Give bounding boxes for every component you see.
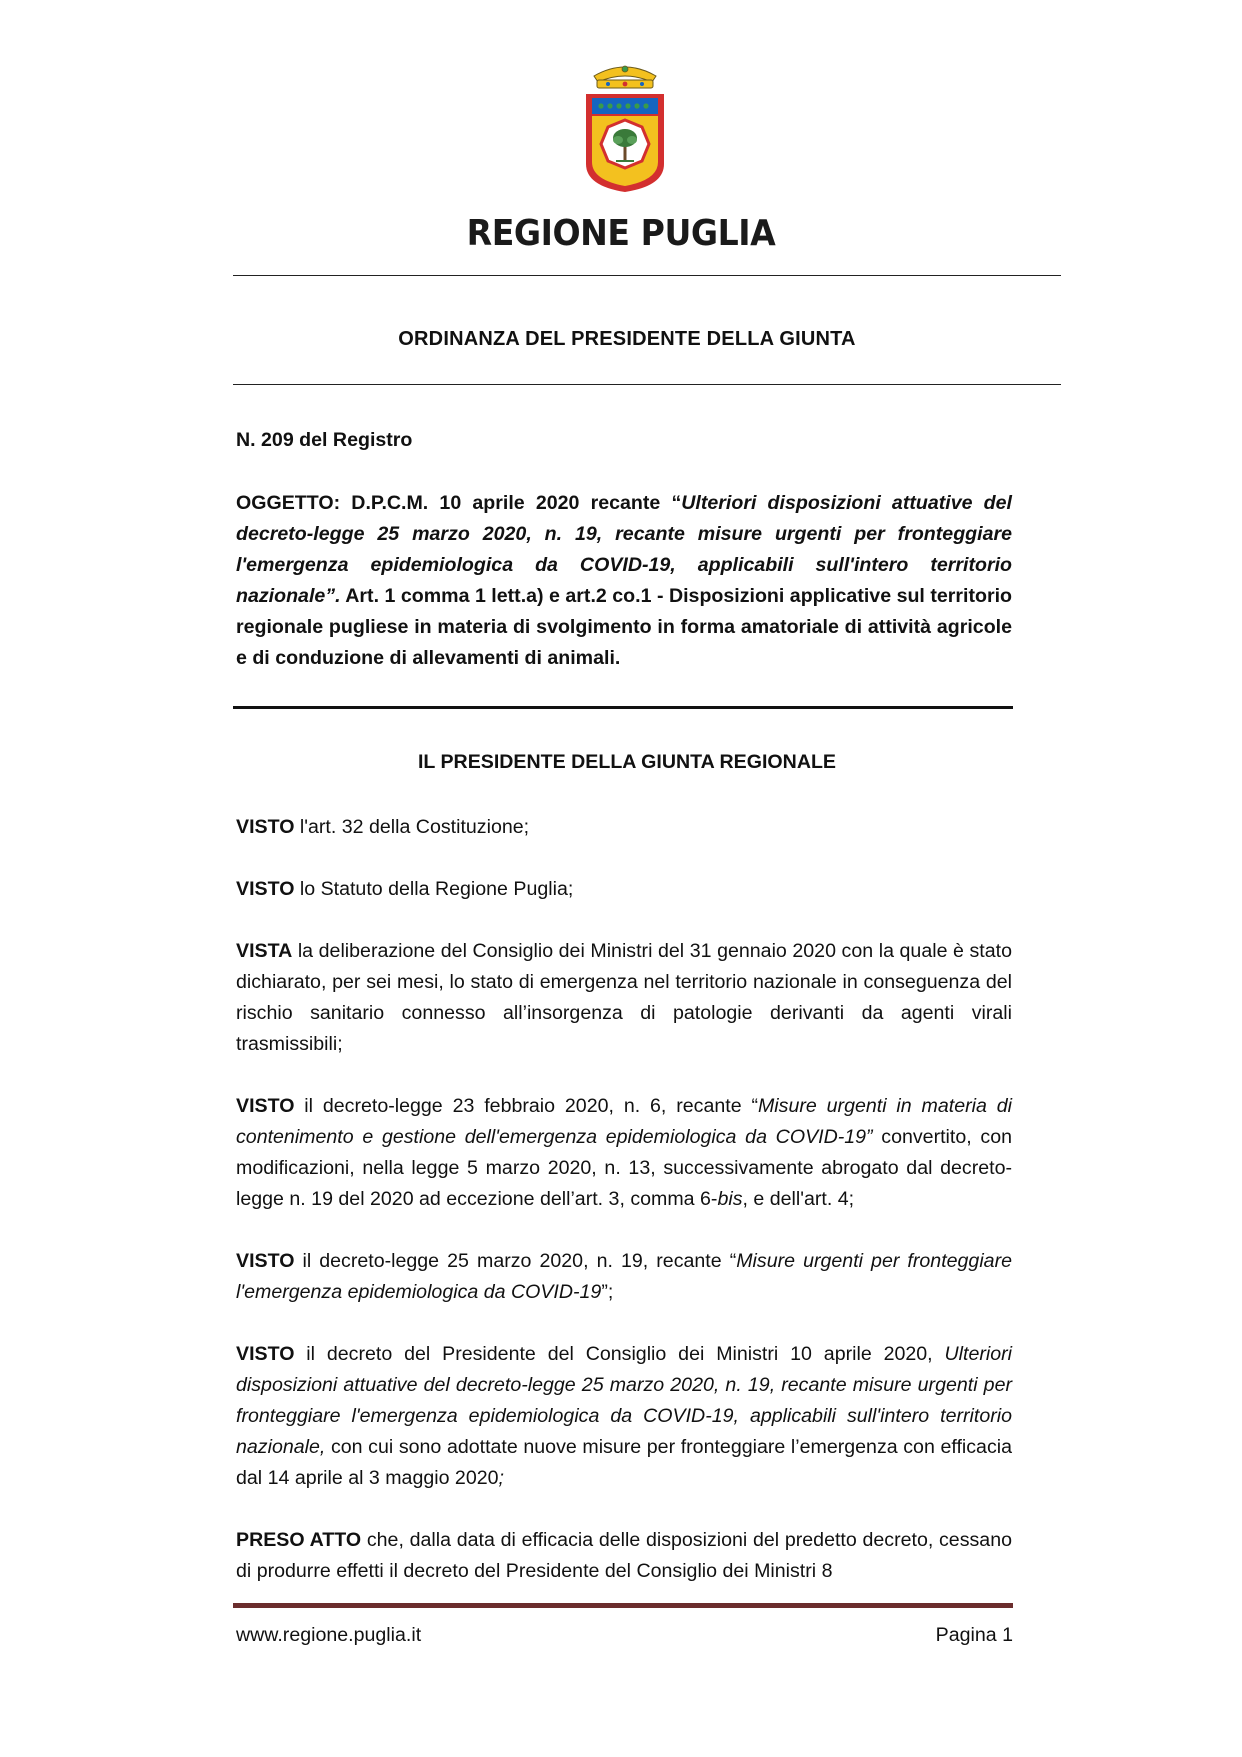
premise-italic-text: bis [717, 1188, 743, 1210]
header-rule-top [233, 275, 1061, 276]
premise-text: il decreto-legge 23 febbraio 2020, n. 6, recante “ [294, 1095, 758, 1117]
premise-lead: VISTO [236, 1250, 295, 1272]
premise-italic-text: ; [498, 1467, 504, 1489]
subject-rest: Art. 1 comma 1 lett.a) e art.2 co.1 - Disposizioni applicative sul territorio regionale pugliese in materia di svolgimento in forma amatoriale di attività agricole e di conduzione di allevamenti di animali. [236, 585, 1012, 669]
header-rule-bottom [233, 384, 1061, 385]
premise-lead: VISTO [236, 1343, 295, 1365]
premise-text: lo Statuto della Regione Puglia; [294, 878, 574, 900]
premises-list [236, 812, 1012, 1618]
premise-paragraph [236, 1339, 1012, 1494]
footer-page-number: Pagina 1 [935, 1624, 1013, 1646]
premise-text: , e dell'art. 4; [742, 1188, 855, 1210]
premise-text: il decreto del Presidente del Consiglio dei Ministri 10 aprile 2020, [294, 1343, 945, 1365]
premise-text: ”; [601, 1281, 614, 1303]
premise-paragraph [236, 1091, 1012, 1215]
region-name-heading: REGIONE PUGLIA [466, 213, 776, 254]
premise-lead: VISTO [236, 1095, 295, 1117]
premise-lead: VISTO [236, 816, 295, 838]
premise-italic-text: Ulteriori disposizioni attuative del decreto-legge 25 marzo 2020, n. 19, recante misure urgenti per fronteggiare l'emergenza epidemiologica da COVID-19, applicabili sull'intero territorio nazionale, [236, 1343, 1012, 1458]
premise-paragraph [236, 874, 1012, 905]
register-number: N. 209 del Registro [236, 429, 413, 451]
premise-text: l'art. 32 della Costituzione; [294, 816, 530, 838]
region-coat-of-arms-icon [580, 56, 670, 196]
subject-block [236, 488, 1012, 674]
subject-italic-title: Ulteriori disposizioni attuative del decreto-legge 25 marzo 2020, n. 19, recante misure urgenti per fronteggiare l'emergenza epidemiologica da COVID-19, applicabili sull'intero territorio nazionale”. [236, 492, 1012, 607]
premise-paragraph [236, 812, 1012, 843]
premise-paragraph [236, 936, 1012, 1060]
premise-text: che, dalla data di efficacia delle disposizioni del predetto decreto, cessano di produrre effetti il decreto del Presidente del Consiglio dei Ministri 8 [236, 1529, 1012, 1582]
document-type-title: ORDINANZA DEL PRESIDENTE DELLA GIUNTA [398, 328, 856, 350]
section-title: IL PRESIDENTE DELLA GIUNTA REGIONALE [417, 751, 837, 773]
premise-lead: VISTA [236, 940, 293, 962]
premise-italic-text: Misure urgenti per fronteggiare l'emergenza epidemiologica da COVID-19 [236, 1250, 1013, 1303]
premise-text: con cui sono adottate nuove misure per fronteggiare l’emergenza con efficacia dal 14 aprile al 3 maggio 2020 [236, 1436, 1012, 1489]
premise-lead: VISTO [236, 878, 295, 900]
premise-text: convertito, con modificazioni, nella legge 5 marzo 2020, n. 13, successivamente abrogato dal decreto-legge n. 19 del 2020 ad eccezione dell’art. 3, comma 6- [236, 1126, 1012, 1210]
premise-paragraph [236, 1525, 1012, 1587]
premise-italic-text: Misure urgenti in materia di contenimento e gestione dell'emergenza epidemiologica da COVID-19” [236, 1095, 1012, 1148]
subject-prefix: OGGETTO: D.P.C.M. 10 aprile 2020 recante “ [236, 492, 682, 514]
footer-rule [233, 1603, 1013, 1608]
footer-website: www.regione.puglia.it [236, 1624, 422, 1646]
subject-rule [233, 706, 1013, 709]
premise-text: il decreto-legge 25 marzo 2020, n. 19, recante “ [294, 1250, 737, 1272]
premise-paragraph [236, 1246, 1012, 1308]
premise-text: la deliberazione del Consiglio dei Ministri del 31 gennaio 2020 con la quale è stato dichiarato, per sei mesi, lo stato di emergenza nel territorio nazionale in conseguenza del rischio sanitario connesso all’insorgenza di patologie derivanti da agenti virali trasmissibili; [236, 940, 1012, 1055]
premise-lead: PRESO ATTO [236, 1529, 362, 1551]
